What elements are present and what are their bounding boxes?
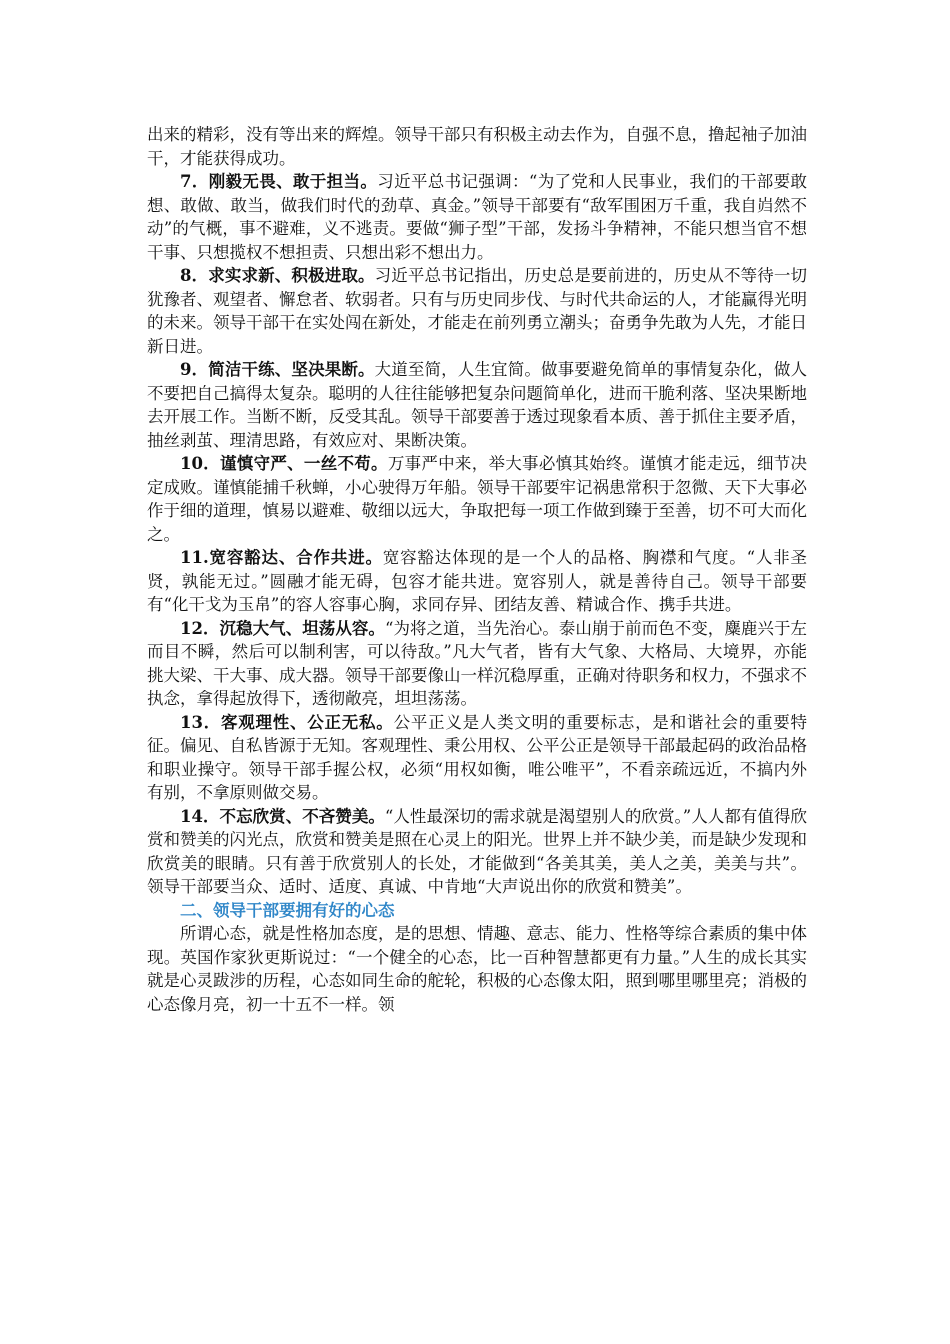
paragraph-item-9 — [147, 358, 807, 452]
item-heading: 10．谨慎守严、一丝不苟。 — [180, 454, 388, 473]
paragraph-item-7 — [147, 170, 807, 264]
paragraph-item-11 — [147, 546, 807, 617]
paragraph-item-10 — [147, 452, 807, 546]
item-text: “人性最深切的需求就是渴望别人的欣赏。”人人都有值得欣赏和赞美的闪光点，欣赏和赞美是照在心灵上的阳光。世界上并不缺少美，而是缺少发现和欣赏美的眼睛。只有善于欣赏别人的长处，才能做到“各美其美，美人之美，美美与共”。领导干部要当众、适时、适度、真诚、中肯地“大声说出你的欣赏和赞美”。 — [147, 806, 807, 896]
paragraph-item-13 — [147, 711, 807, 805]
paragraph-item-12 — [147, 617, 807, 711]
paragraph-mindset: 所谓心态，就是性格加态度，是的思想、情趣、意志、能力、性格等综合素质的集中体现。英国作家狄更斯说过：“一个健全的心态，比一百种智慧都更有力量。”人生的成长其实就是心灵跋涉的历程，心态如同生命的舵轮，积极的心态像太阳，照到哪里哪里亮；消极的心态像月亮，初一十五不一样。领 — [147, 924, 807, 1014]
item-heading: 11.宽容豁达、合作共进。 — [180, 548, 383, 567]
paragraph-continuation: 出来的精彩，没有等出来的辉煌。领导干部只有积极主动去作为，自强不息，撸起袖子加油干，才能获得成功。 — [147, 125, 807, 168]
item-text: 习近平总书记指出，历史总是要前进的，历史从不等待一切犹豫者、观望者、懈怠者、软弱者。只有与历史同步伐、与时代共命运的人，才能赢得光明的未来。领导干部干在实处闯在新处，才能走在前列勇立潮头；奋勇争先敢为人先，才能日新日进。 — [147, 266, 807, 356]
item-heading: 8．求实求新、积极进取。 — [180, 266, 375, 285]
document-body — [147, 123, 807, 1016]
item-heading: 14．不忘欣赏、不吝赞美。 — [180, 806, 385, 826]
item-text: 习近平总书记强调：“为了党和人民事业，我们的干部要敢想、敢做、敢当，做我们时代的劲草、真金。”领导干部要有“敌军围困万千重，我自岿然不动”的气概，事不避难，义不逃责。要做“狮子型”干部，发扬斗争精神，不能只想当官不想干事、只想揽权不想担责、只想出彩不想出力。 — [147, 172, 808, 262]
item-text: 宽容豁达体现的是一个人的品格、胸襟和气度。“人非圣贤，孰能无过。”圆融才能无碍，包容才能共进。宽容别人，就是善待自己。领导干部要有“化干戈为玉帛”的容人容事心胸，求同存异、团结友善、精诚合作、携手共进。 — [147, 548, 807, 614]
paragraph-item-14 — [147, 805, 807, 899]
item-heading: 12．沉稳大气、坦荡从容。 — [180, 618, 385, 638]
item-heading: 7．刚毅无畏、敢于担当。 — [180, 172, 378, 191]
section-heading: 二、领导干部要拥有好的心态 — [180, 900, 395, 920]
item-text: 公平正义是人类文明的重要标志，是和谐社会的重要特征。偏见、自私皆源于无知。客观理性、秉公用权、公平公正是领导干部最起码的政治品格和职业操守。领导干部手握公权，必须“用权如衡，唯公唯平”，不看亲疏远近，不搞内外有别，不拿原则做交易。 — [147, 712, 807, 802]
paragraph-item-8 — [147, 264, 807, 358]
item-text: 万事严中来，举大事必慎其始终。谨慎才能走远，细节决定成败。谨慎能捕千秋蝉，小心驶得万年船。领导干部要牢记祸患常积于忽微、天下大事必作于细的道理，慎易以避难、敬细以远大，争取把每一项工作做到臻于至善，切不可大而化之。 — [147, 454, 808, 544]
item-heading: 13．客观理性、公正无私。 — [180, 712, 394, 732]
item-text: 大道至简，人生宜简。做事要避免简单的事情复杂化，做人不要把自己搞得太复杂。聪明的人往往能够把复杂问题简单化，进而干脆利落、坚决果断地去开展工作。当断不断，反受其乱。领导干部要善于透过现象看本质、善于抓住主要矛盾，抽丝剥茧、理清思路，有效应对、果断决策。 — [147, 360, 807, 450]
item-text: “为将之道，当先治心。泰山崩于前而色不变，麋鹿兴于左而目不瞬，然后可以制利害，可以待敌。”凡大气者，皆有大气象、大格局、大境界，亦能挑大梁、干大事、成大器。领导干部要像山一样沉稳厚重，正确对待职务和权力，不强求不执念，拿得起放得下，透彻敞亮，坦坦荡荡。 — [147, 618, 807, 708]
item-heading: 9．简洁干练、坚决果断。 — [180, 360, 375, 379]
